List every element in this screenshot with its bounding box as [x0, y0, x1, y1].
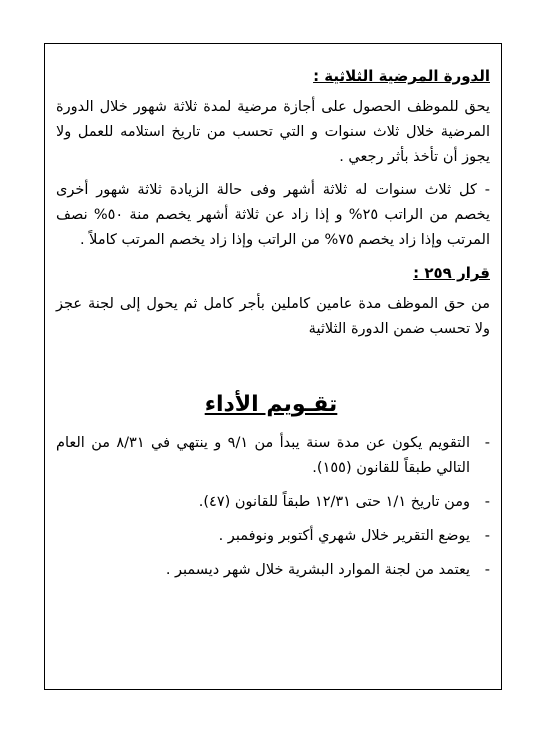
deduction-paragraph: - كل ثلاث سنوات له ثلاثة أشهر وفى حالة الزيادة ثلاثة شهور أخرى يخصم من الراتب ٢٥% و إذا زاد عن ثلاثة أشهر يخصم منة ٥٠% نصف المرتب وإذا زاد يخصم ٧٥% من الراتب وإذا زاد يخصم المرتب كاملاً . [56, 182, 490, 248]
list-item [56, 524, 490, 549]
decision-paragraph: من حق الموظف مدة عامين كاملين بأجر كامل ثم يحول إلى لجنة عجز ولا تحسب ضمن الدورة الثلاثية [56, 296, 490, 337]
list-item [56, 490, 490, 515]
list-item-text: التقويم يكون عن مدة سنة يبدأ من ٩/١ و ينتهي في ٨/٣١ من العام التالي طبقاً للقانون (١٥٥). [56, 435, 470, 476]
spacer [56, 350, 490, 392]
list-item [56, 558, 490, 583]
document-body [56, 64, 490, 592]
list-item-text: يوضع التقرير خلال شهري أكتوبر ونوفمبر . [218, 528, 470, 544]
dash-bullet: - [484, 435, 490, 451]
list-item-text: يعتمد من لجنة الموارد البشرية خلال شهر ديسمبر . [165, 562, 470, 578]
dash-bullet: - [484, 562, 490, 578]
performance-evaluation-title: تقـويم الأداء [204, 392, 338, 417]
sick-leave-paragraph: يحق للموظف الحصول على أجازة مرضية لمدة ثلاثة شهور خلال الدورة المرضية خلال ثلاث سنوات و التي تحسب من تاريخ استلامه للعمل ولا يجوز أن تأخذ بأثر رجعي . [56, 99, 490, 165]
dash-bullet: - [484, 494, 490, 510]
section-heading-decision: قرار ٢٥٩ : [413, 264, 490, 282]
section-heading-sick-leave: الدورة المرضية الثلاثية : [313, 67, 490, 85]
evaluation-list [56, 431, 490, 583]
list-item [56, 431, 490, 481]
dash-bullet: - [484, 528, 490, 544]
list-item-text: ومن تاريخ ١/١ حتى ١٢/٣١ طبقاً للقانون (٤٧). [198, 494, 470, 510]
